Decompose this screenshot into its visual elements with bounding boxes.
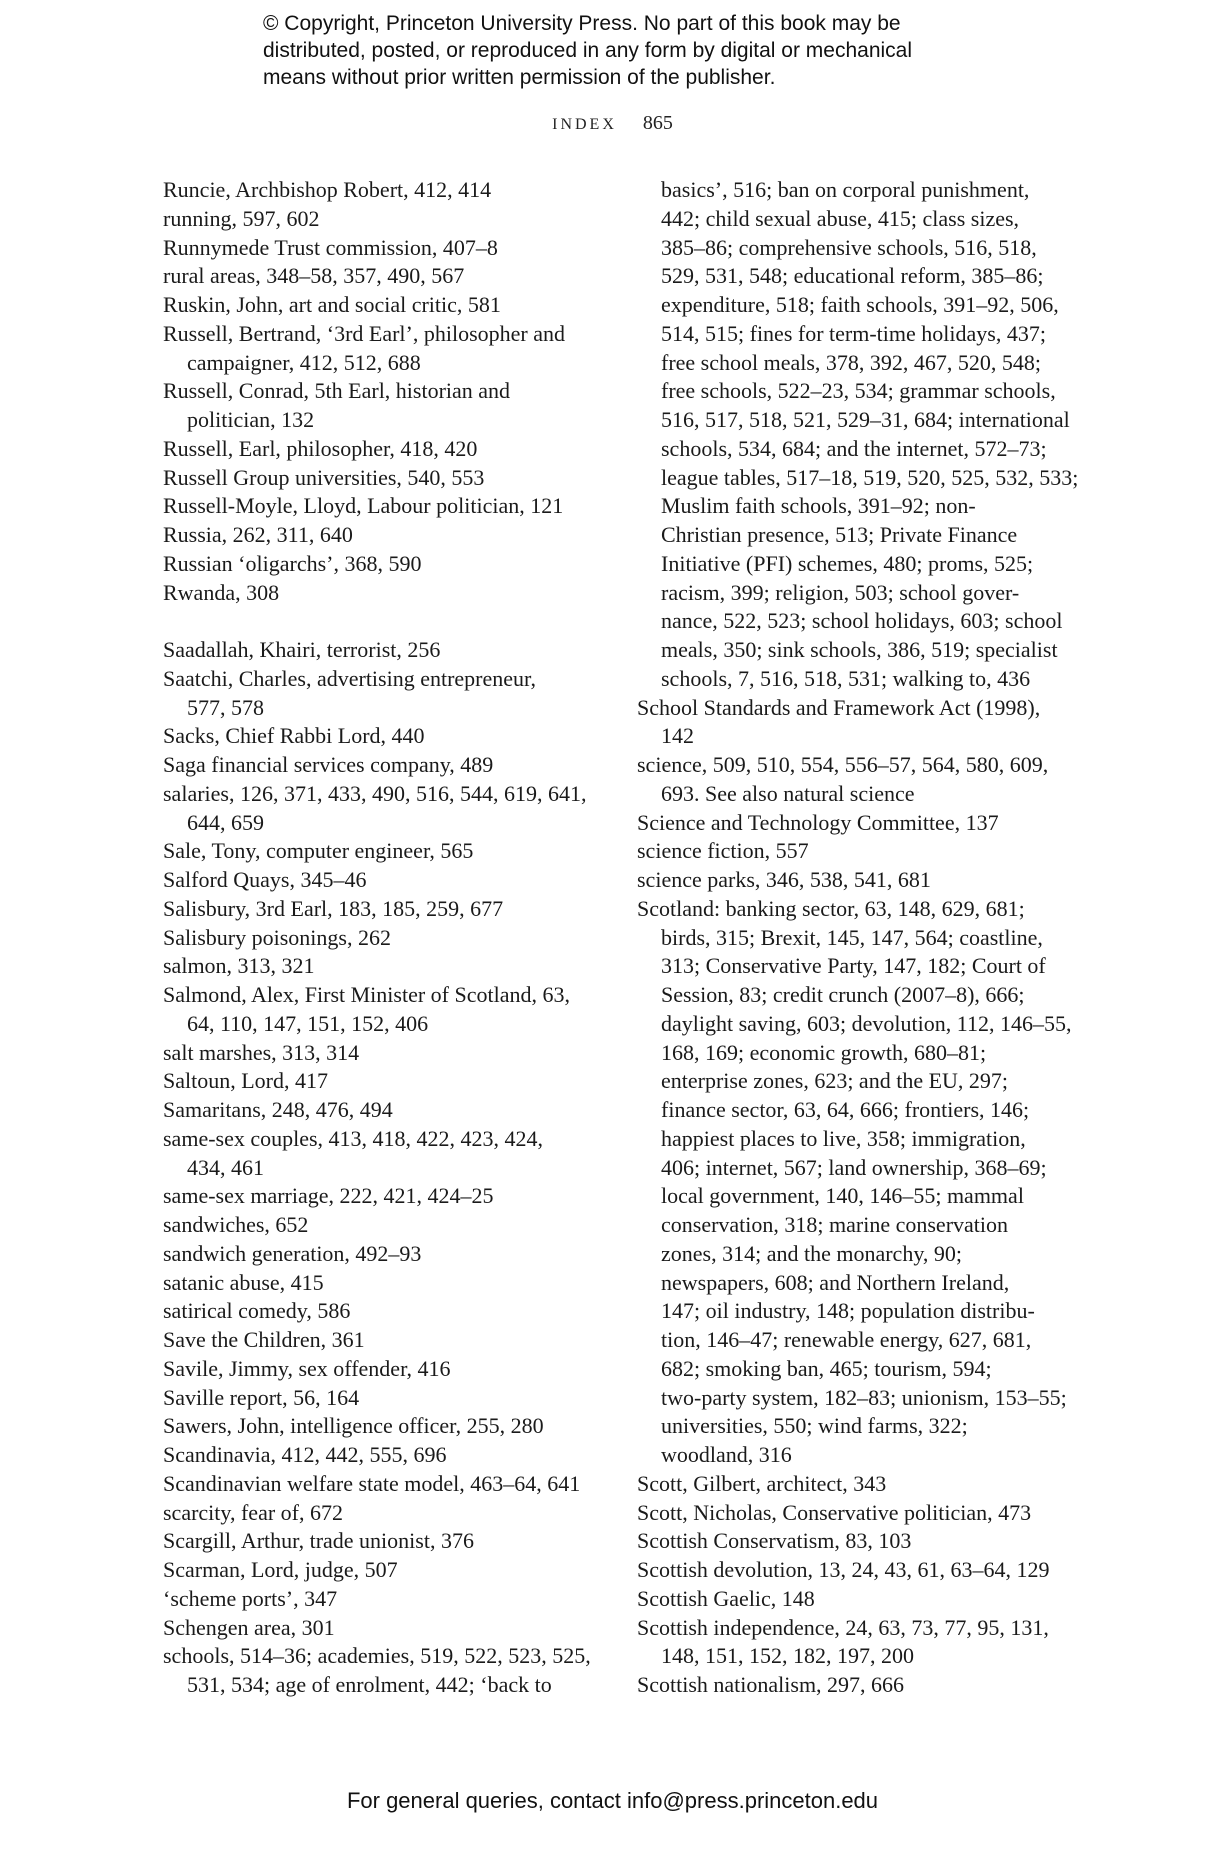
index-entry-continuation: Christian presence, 513; Private Finance	[661, 522, 1018, 547]
running-header	[0, 112, 1225, 135]
index-entry-continuation: zones, 314; and the monarchy, 90;	[661, 1240, 962, 1266]
index-entry-continuation: campaigner, 412, 512, 688	[187, 349, 421, 375]
index-entry	[163, 320, 593, 378]
index-entry-continuation: Session, 83; credit crunch (2007–8), 666;	[661, 982, 1025, 1007]
index-entry-line: Salisbury, 3rd Earl, 183, 185, 259, 677	[163, 895, 504, 921]
index-entry-line: salt marshes, 313, 314	[163, 1039, 360, 1065]
index-entry-line: Runcie, Archbishop Robert, 412, 414	[163, 177, 492, 202]
index-entry-line: Scott, Nicholas, Conservative politician, 473	[637, 1499, 1032, 1525]
index-entry	[637, 1556, 1077, 1585]
index-entry-line: satirical comedy, 586	[163, 1298, 351, 1324]
index-entry-line: Saville report, 56, 164	[163, 1384, 360, 1410]
index-entry-line: Russell, Bertrand, ‘3rd Earl’, philosopher and	[163, 320, 566, 346]
index-entry	[637, 1470, 1077, 1499]
index-entry	[163, 1470, 593, 1499]
index-entry-continuation: nance, 522, 523; school holidays, 603; school	[661, 608, 1063, 634]
index-entry	[163, 1355, 593, 1384]
index-entry-line: Sale, Tony, computer engineer, 565	[163, 838, 474, 864]
index-entry	[163, 492, 593, 521]
index-entry-line: Russell, Conrad, 5th Earl, historian and	[163, 378, 511, 404]
index-entry-continuation: schools, 7, 516, 518, 531; walking to, 436	[661, 665, 1031, 691]
index-entry-line: Scargill, Arthur, trade unionist, 376	[163, 1528, 474, 1554]
index-entry-line: Scottish devolution, 13, 24, 43, 61, 63–64, 129	[637, 1557, 1050, 1582]
index-entry-line: Scotland: banking sector, 63, 148, 629, 681;	[637, 895, 1025, 921]
index-entry-continuation: 434, 461	[187, 1154, 264, 1180]
copyright-line: means without prior written permission of the publisher.	[263, 66, 776, 89]
index-entry-continuation: 64, 110, 147, 151, 152, 406	[187, 1010, 429, 1036]
index-entry	[637, 809, 1077, 838]
index-entry	[163, 1182, 593, 1211]
index-entry	[637, 1585, 1077, 1614]
index-entry	[163, 924, 593, 953]
index-entry-line: Scandinavian welfare state model, 463–64, 641	[163, 1470, 581, 1496]
index-entry-line: science parks, 346, 538, 541, 681	[637, 867, 931, 892]
index-entry-continuation: local government, 140, 146–55; mammal	[661, 1183, 1024, 1209]
index-entry	[163, 234, 593, 263]
index-entry	[637, 1527, 1077, 1556]
index-entry-continuation: universities, 550; wind farms, 322;	[661, 1413, 968, 1439]
index-entry	[163, 1269, 593, 1298]
index-entry-line: science fiction, 557	[637, 838, 809, 864]
index-entry-line: Science and Technology Committee, 137	[637, 809, 999, 835]
index-entry-line: Russell Group universities, 540, 553	[163, 464, 485, 490]
index-entry	[163, 176, 593, 205]
index-entry	[163, 1527, 593, 1556]
index-entry	[163, 464, 593, 493]
index-entry	[163, 1297, 593, 1326]
index-entry-line: Sacks, Chief Rabbi Lord, 440	[163, 723, 425, 749]
index-entry-continuation: schools, 534, 684; and the internet, 572–73;	[661, 435, 1047, 461]
index-entry	[637, 751, 1077, 809]
index-entry-continuation: 406; internet, 567; land ownership, 368–69;	[661, 1154, 1047, 1180]
copyright-line: distributed, posted, or reproduced in any form by digital or mechanical	[263, 39, 913, 62]
index-entry-line: science, 509, 510, 554, 556–57, 564, 580, 609,	[637, 752, 1049, 777]
page-number: 865	[642, 112, 673, 134]
index-entry-line: salmon, 313, 321	[163, 953, 315, 979]
index-entry	[163, 1211, 593, 1240]
header-title: INDEX	[552, 116, 617, 133]
index-entry	[637, 1671, 1077, 1700]
index-entry-line: salaries, 126, 371, 433, 490, 516, 544, 619, 641,	[163, 780, 587, 806]
index-entry-line: Rwanda, 308	[163, 579, 280, 605]
index-entry-continuation: politician, 132	[187, 407, 315, 432]
index-entry-line: Schengen area, 301	[163, 1614, 335, 1640]
index-entry	[163, 1384, 593, 1413]
index-entry-continuation: 147; oil industry, 148; population distribu-	[661, 1298, 1035, 1324]
index-entry-continuation: birds, 315; Brexit, 145, 147, 564; coastline,	[661, 924, 1043, 950]
letter-section-gap	[163, 607, 593, 636]
index-entry-line: Runnymede Trust commission, 407–8	[163, 234, 498, 260]
index-entry-line: running, 597, 602	[163, 205, 320, 231]
index-entry	[163, 981, 593, 1039]
index-entry-line: Saatchi, Charles, advertising entrepreneur,	[163, 665, 536, 691]
index-entry	[637, 837, 1077, 866]
index-entry-line: rural areas, 348–58, 357, 490, 567	[163, 263, 465, 289]
index-entry-line: Samaritans, 248, 476, 494	[163, 1097, 393, 1122]
index-entry-continuation: Initiative (PFI) schemes, 480; proms, 525;	[661, 550, 1034, 576]
index-entry-line: sandwiches, 652	[163, 1212, 309, 1237]
index-entry	[163, 1585, 593, 1614]
index-entry-continuation: free schools, 522–23, 534; grammar schools,	[661, 378, 1056, 404]
index-entry	[637, 895, 1077, 1470]
index-entry-line: Salmond, Alex, First Minister of Scotland, 63,	[163, 982, 570, 1007]
index-entry-line: Russian ‘oligarchs’, 368, 590	[163, 550, 422, 576]
index-entry-line: same-sex couples, 413, 418, 422, 423, 424,	[163, 1125, 544, 1151]
index-entry	[163, 866, 593, 895]
index-entry	[163, 1642, 593, 1700]
index-entry	[163, 1096, 593, 1125]
index-entry-continuation: newspapers, 608; and Northern Ireland,	[661, 1269, 1010, 1295]
index-entry-line: Russell, Earl, philosopher, 418, 420	[163, 435, 478, 461]
index-entry	[163, 722, 593, 751]
copyright-line: © Copyright, Princeton University Press. No part of this book may be	[263, 12, 901, 35]
index-entry-continuation: woodland, 316	[661, 1442, 792, 1467]
index-entry-continuation: 385–86; comprehensive schools, 516, 518,	[661, 234, 1037, 260]
index-entry-continuation: 514, 515; fines for term-time holidays, 437;	[661, 320, 1046, 346]
index-entry-line: Sawers, John, intelligence officer, 255, 280	[163, 1413, 544, 1439]
index-entry	[163, 895, 593, 924]
index-entry-line: Saga financial services company, 489	[163, 752, 494, 777]
index-entry-continuation: 529, 531, 548; educational reform, 385–86;	[661, 263, 1044, 289]
index-entry-line: Scott, Gilbert, architect, 343	[637, 1470, 887, 1496]
index-entry-line: Saadallah, Khairi, terrorist, 256	[163, 637, 441, 662]
index-entry	[163, 1441, 593, 1470]
index-entry	[163, 837, 593, 866]
index-entry-line: Scarman, Lord, judge, 507	[163, 1557, 398, 1582]
index-entry	[163, 377, 593, 435]
copyright-notice	[263, 10, 1023, 91]
index-entry	[163, 1412, 593, 1441]
index-entry-continuation: 682; smoking ban, 465; tourism, 594;	[661, 1355, 992, 1381]
index-entry	[163, 780, 593, 838]
index-entry-line: same-sex marriage, 222, 421, 424–25	[163, 1183, 494, 1209]
index-entry-continuation: expenditure, 518; faith schools, 391–92, 506,	[661, 292, 1059, 317]
index-entry-line: schools, 514–36; academies, 519, 522, 523, 525,	[163, 1643, 591, 1669]
index-entry	[637, 176, 1077, 694]
index-entry	[163, 1326, 593, 1355]
index-entry-continuation: enterprise zones, 623; and the EU, 297;	[661, 1068, 1009, 1094]
index-entry	[637, 694, 1077, 752]
index-entry-continuation: 516, 517, 518, 521, 529–31, 684; international	[661, 407, 1070, 432]
index-entry	[163, 579, 593, 608]
index-entry	[163, 1125, 593, 1183]
index-entry-line: Scandinavia, 412, 442, 555, 696	[163, 1442, 447, 1467]
index-column-right	[637, 176, 1077, 1700]
index-entry	[163, 1556, 593, 1585]
index-entry-line: Scottish independence, 24, 63, 73, 77, 95, 131,	[637, 1614, 1049, 1640]
index-column-left	[163, 176, 593, 1700]
index-entry-continuation: finance sector, 63, 64, 666; frontiers, 146;	[661, 1097, 1030, 1122]
index-entry	[163, 1067, 593, 1096]
index-entry	[637, 1499, 1077, 1528]
index-entry-line: Russia, 262, 311, 640	[163, 522, 353, 547]
index-entry-continuation: free school meals, 378, 392, 467, 520, 548;	[661, 349, 1042, 375]
index-entry-line: Savile, Jimmy, sex offender, 416	[163, 1355, 451, 1381]
index-entry	[637, 1614, 1077, 1672]
index-entry	[163, 1039, 593, 1068]
index-entry	[637, 866, 1077, 895]
index-entry-continuation: 693. See also natural science	[661, 780, 915, 806]
index-entry-continuation: 577, 578	[187, 694, 264, 720]
index-entry-continuation: two-party system, 182–83; unionism, 153–55;	[661, 1384, 1067, 1410]
index-entry-continuation: 168, 169; economic growth, 680–81;	[661, 1039, 987, 1065]
index-entry	[163, 205, 593, 234]
index-entry-line: satanic abuse, 415	[163, 1269, 324, 1295]
index-entry	[163, 952, 593, 981]
index-entry	[163, 521, 593, 550]
index-entry-continuation: league tables, 517–18, 519, 520, 525, 532, 533;	[661, 464, 1079, 490]
index-entry	[163, 262, 593, 291]
index-entry	[163, 1499, 593, 1528]
index-entry-continuation: 148, 151, 152, 182, 197, 200	[661, 1643, 914, 1669]
index-entry	[163, 1614, 593, 1643]
index-entry-continuation: tion, 146–47; renewable energy, 627, 681,	[661, 1327, 1032, 1352]
index-entry	[163, 291, 593, 320]
index-entry-continuation: 644, 659	[187, 809, 264, 835]
index-entry-line: ‘scheme ports’, 347	[163, 1585, 338, 1611]
index-entry-line: Scottish nationalism, 297, 666	[637, 1672, 905, 1697]
index-entry	[163, 751, 593, 780]
index-entry	[163, 665, 593, 723]
index-entry-line: Russell-Moyle, Lloyd, Labour politician, 121	[163, 493, 564, 519]
index-entry-continuation: 313; Conservative Party, 147, 182; Court of	[661, 953, 1046, 979]
index-entry-continuation: meals, 350; sink schools, 386, 519; specialist	[661, 637, 1058, 662]
index-entry-line: Scottish Conservatism, 83, 103	[637, 1528, 912, 1554]
index-entry-line: Scottish Gaelic, 148	[637, 1585, 815, 1611]
index-entry-line: sandwich generation, 492–93	[163, 1240, 422, 1266]
index-entry-continuation: conservation, 318; marine conservation	[661, 1212, 1009, 1237]
index-entry	[163, 435, 593, 464]
index-entry-continuation: happiest places to live, 358; immigration,	[661, 1125, 1026, 1151]
index-entry-continuation: daylight saving, 603; devolution, 112, 146–55,	[661, 1010, 1072, 1036]
index-entry	[163, 636, 593, 665]
index-entry-line: scarcity, fear of, 672	[163, 1499, 343, 1525]
index-entry-line: Save the Children, 361	[163, 1327, 365, 1352]
index-entry-continuation: basics’, 516; ban on corporal punishment,	[661, 177, 1030, 202]
footer-contact: For general queries, contact info@press.princeton.edu	[346, 1788, 879, 1813]
index-entry-continuation: Muslim faith schools, 391–92; non-	[661, 493, 976, 519]
index-entry-continuation: 142	[661, 723, 694, 749]
index-entry-continuation: racism, 399; religion, 503; school gover-	[661, 579, 1020, 605]
index-entry	[163, 1240, 593, 1269]
index-entry-continuation: 531, 534; age of enrolment, 442; ‘back to	[187, 1672, 552, 1697]
index-entry-line: School Standards and Framework Act (1998),	[637, 694, 1041, 720]
index-entry-line: Salisbury poisonings, 262	[163, 924, 391, 950]
index-entry-line: Salford Quays, 345–46	[163, 867, 367, 892]
index-entry	[163, 550, 593, 579]
index-entry-continuation: 442; child sexual abuse, 415; class sizes,	[661, 205, 1020, 231]
index-entry-line: Ruskin, John, art and social critic, 581	[163, 292, 501, 317]
index-entry-line: Saltoun, Lord, 417	[163, 1068, 328, 1094]
